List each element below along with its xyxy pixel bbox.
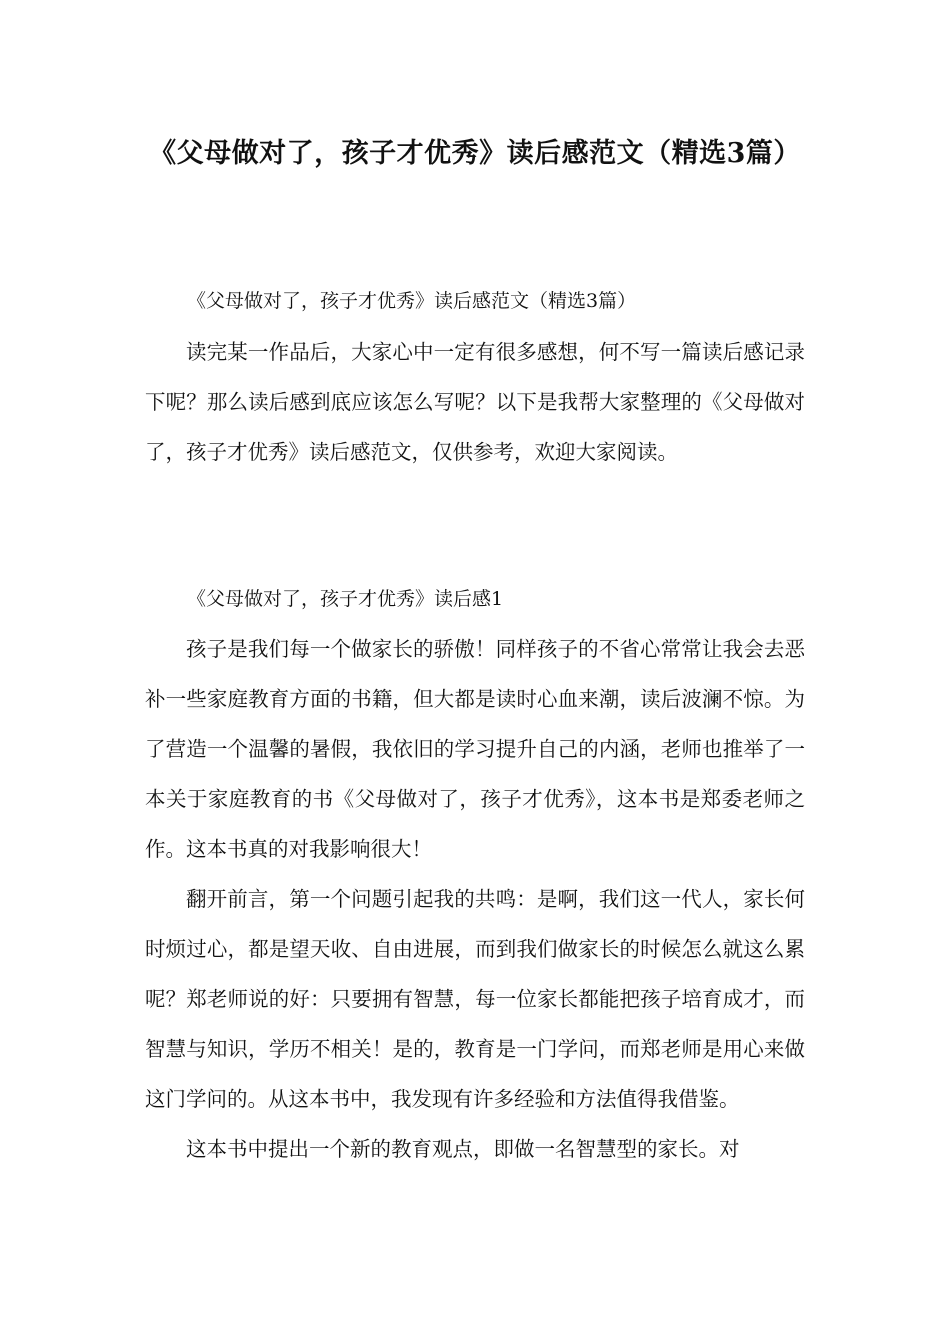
essay1-body xyxy=(145,624,805,1174)
document-title: 《父母做对了，孩子才优秀》读后感范文（精选3篇） xyxy=(149,138,801,169)
essay1-paragraph-2: 翻开前言，第一个问题引起我的共鸣：是啊，我们这一代人，家长何时烦过心，都是望天收、自由进展，而到我们做家长的时候怎么就这么累呢？郑老师说的好：只要拥有智慧，每一位家长都能把孩子培育成才，而智慧与知识，学历不相关！是的，教育是一门学问，而郑老师是用心来做这门学问的。从这本书中，我发现有许多经验和方法值得我借鉴。 xyxy=(145,887,805,1111)
essay1-paragraph-1: 孩子是我们每一个做家长的骄傲！同样孩子的不省心常常让我会去恶补一些家庭教育方面的书籍，但大都是读时心血来潮，读后波澜不惊。为了营造一个温馨的暑假，我依旧的学习提升自己的内涵，老师也推举了一本关于家庭教育的书《父母做对了，孩子才优秀》，这本书是郑委老师之作。这本书真的对我影响很大！ xyxy=(145,637,805,861)
essay1-heading: 《父母做对了，孩子才优秀》读后感1 xyxy=(187,588,504,610)
intro-paragraph: 读完某一作品后，大家心中一定有很多感想，何不写一篇读后感记录下呢？那么读后感到底应该怎么写呢？以下是我帮大家整理的《父母做对了，孩子才优秀》读后感范文，仅供参考，欢迎大家阅读。 xyxy=(145,340,805,464)
intro-section xyxy=(145,327,805,477)
essay1-paragraph-3: 这本书中提出一个新的教育观点，即做一名智慧型的家长。对 xyxy=(186,1137,740,1161)
intro-heading: 《父母做对了，孩子才优秀》读后感范文（精选3篇） xyxy=(187,290,637,312)
